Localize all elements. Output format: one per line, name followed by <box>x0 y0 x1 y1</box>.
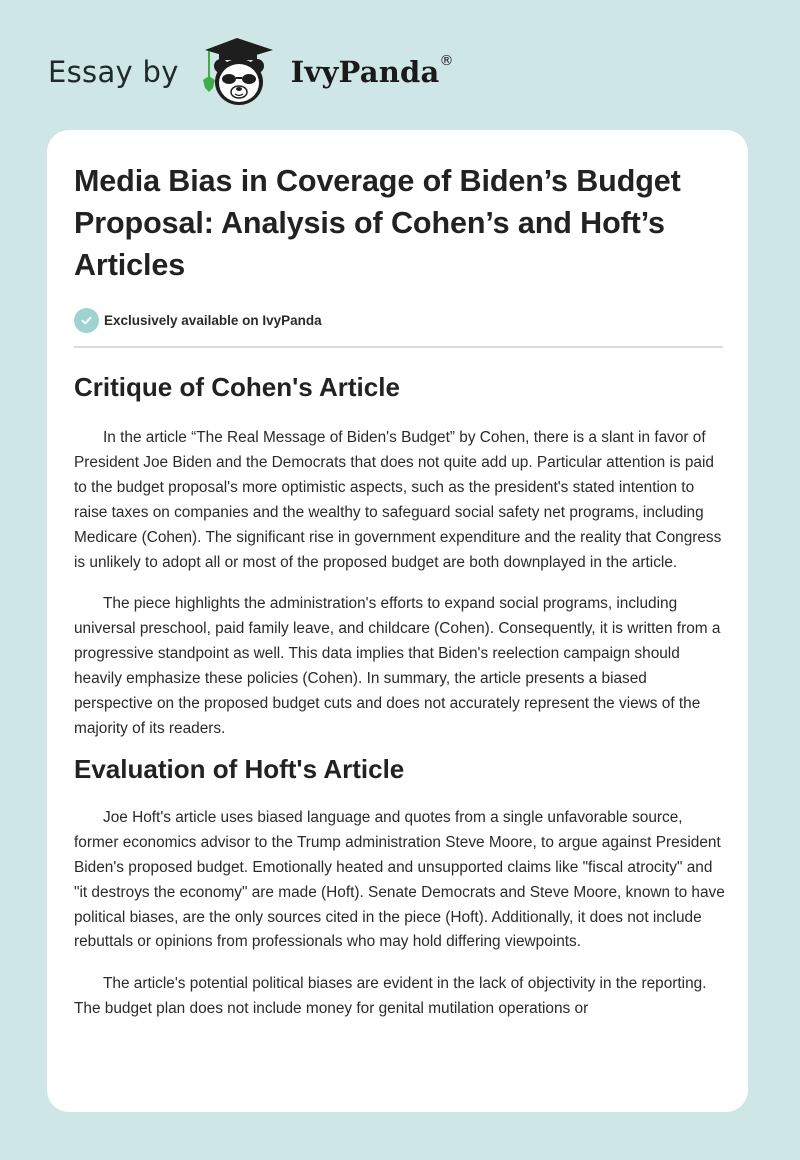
badge-text: Exclusively available on IvyPanda <box>104 312 322 328</box>
divider <box>74 346 723 348</box>
panda-graduate-icon <box>193 36 285 108</box>
brand-logo-link[interactable] <box>48 36 454 108</box>
page-title: Media Bias in Coverage of Biden’s Budget Proposal: Analysis of Cohen’s and Hoft’s Articles <box>74 164 681 282</box>
paragraph: The article's potential political biases are evident in the lack of objectivity in the reporting. The budget plan does not include money for genital mutilation operations or <box>74 975 707 1018</box>
paragraph: The piece highlights the administration's efforts to expand social programs, including universal preschool, paid family leave, and childcare (Cohen). Consequently, it is written from a progressive standpoint as well. This data implies that Biden's reelection campaign should heavily emphasize these policies (Cohen). In summary, the article presents a biased perspective on the proposed budget cuts and does not accurately represent the views of the majority of its readers. <box>74 595 721 737</box>
paragraph: Joe Hoft's article uses biased language and quotes from a single unfavorable source, former economics advisor to the Trump administration Steve Moore, to argue against President Biden's proposed budget. Emotionally heated and unsupported claims like "fiscal atrocity" and "it destroys the economy" are made (Hoft). Senate Democrats and Steve Moore, known to have political biases, are the only sources cited in the piece (Hoft). Additionally, it does not include rebuttals or opinions from professionals who may hold differing viewpoints. <box>74 808 725 951</box>
paragraph: In the article “The Real Message of Biden's Budget” by Cohen, there is a slant in favor of President Joe Biden and the Democrats that does not quite add up. Particular attention is paid to the budget proposal's more optimistic aspects, such as the president's stated intention to raise taxes on companies and the wealthy to safeguard social safety net programs, including Medicare (Cohen). The significant rise in government expenditure and the reality that Congress is unlikely to adopt all or most of the proposed budget are both downplayed in the article. <box>74 429 722 571</box>
section-heading-critique: Critique of Cohen's Article <box>74 372 400 402</box>
section-heading-evaluation: Evaluation of Hoft's Article <box>74 753 405 784</box>
exclusive-badge <box>74 307 721 333</box>
essay-card <box>47 130 748 1112</box>
check-circle-icon <box>74 308 99 333</box>
essay-by-label: Essay by <box>48 55 179 89</box>
brand-name: IvyPanda® <box>290 53 454 89</box>
site-header <box>0 0 800 130</box>
